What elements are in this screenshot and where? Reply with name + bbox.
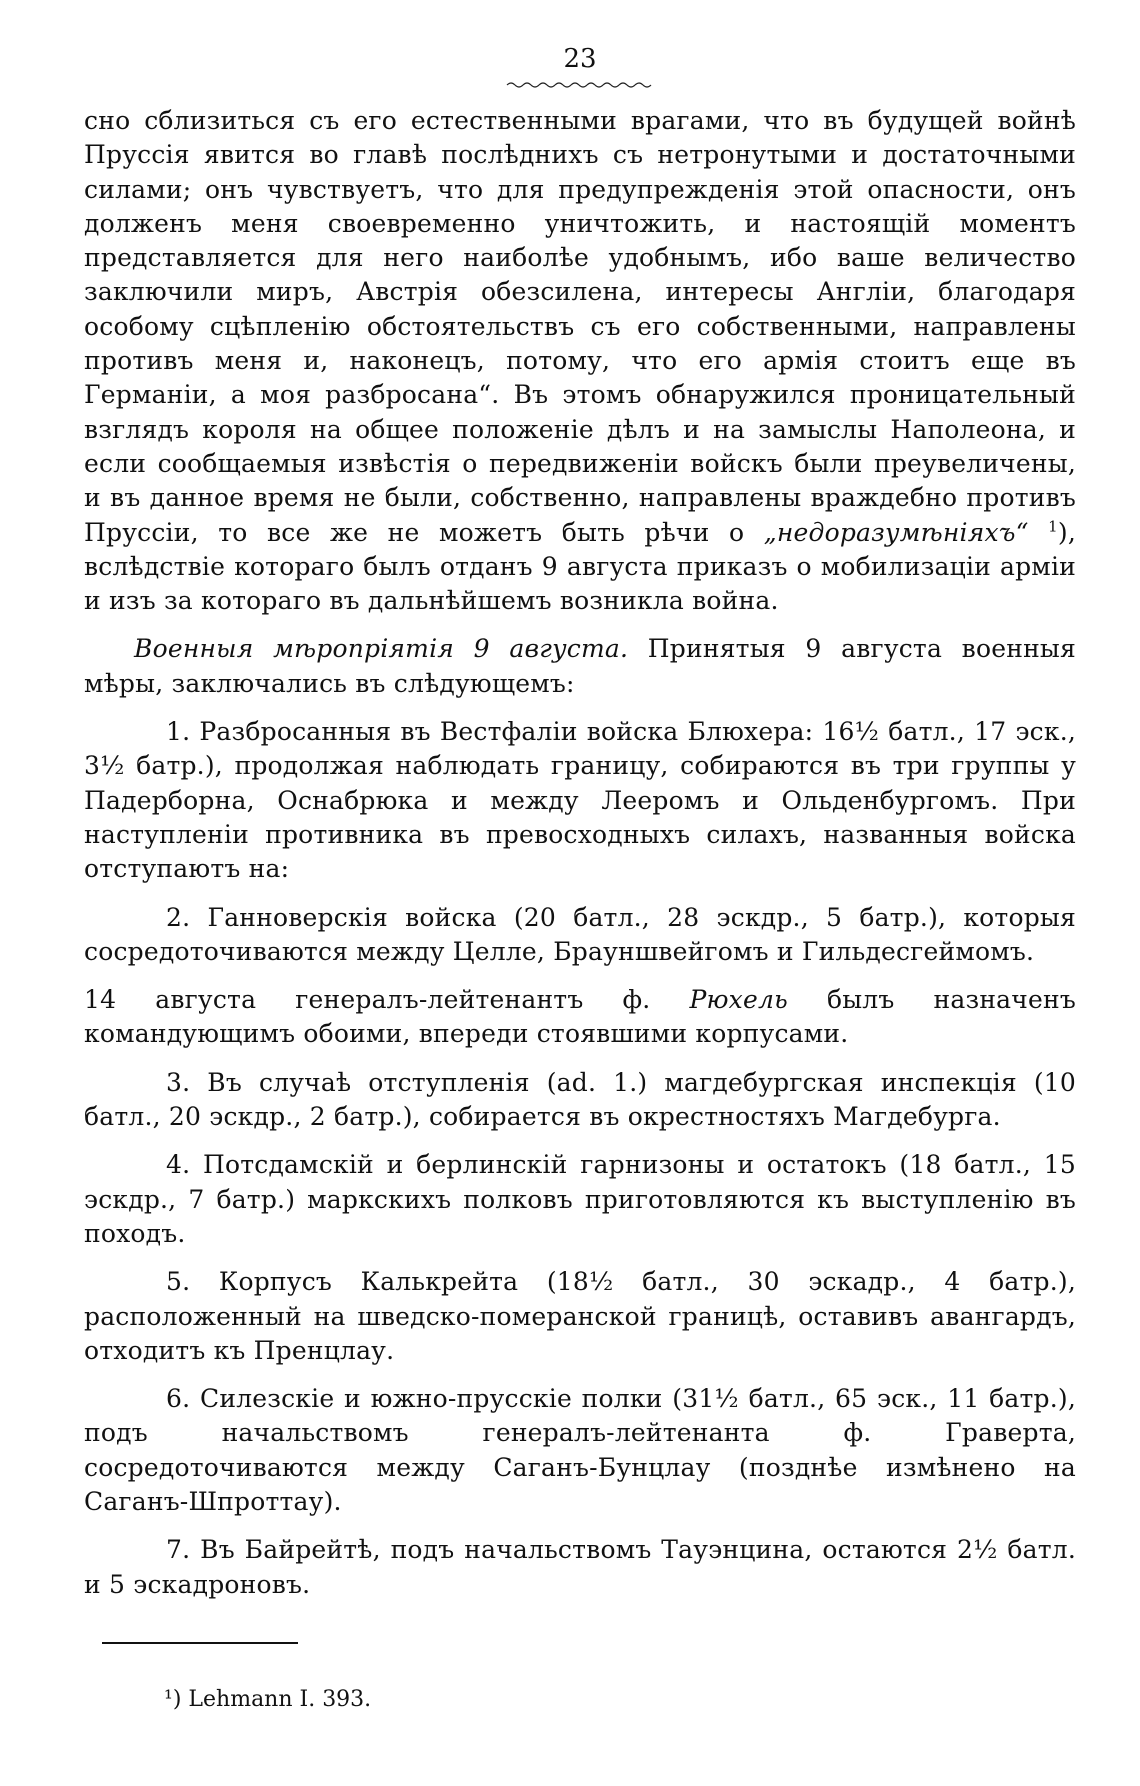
paragraph-1 [84,104,1076,618]
list-item-text: Силезскіе и южно-прусскіе полки (31½ батл., 65 эск., 11 батр.), подъ начальствомъ генералъ-лейтенанта ф. Граверта, сосредоточиваются между Саганъ-Бунцлау (позднѣе измѣнено на Саганъ-Шпроттау). [84,1384,1077,1516]
decorative-rule-ornament [505,80,655,90]
footnote-divider [102,1642,298,1644]
paragraph-2 [84,632,1076,701]
list-item-number: 6. [166,1384,191,1414]
list-item-4 [84,1148,1076,1251]
list-item-text: Потсдамскій и берлинскій гарнизоны и остатокъ (18 батл., 15 эскдр., 7 батр.) маркскихъ полковъ приготовляются къ выступленію въ походъ. [84,1150,1076,1248]
paragraph-1-end: ), вслѣдствіе котораго былъ отданъ 9 августа приказъ о мобилизаціи арміи и изъ за котораго въ дальнѣйшемъ возникла война. [84,517,1076,616]
list-item-text: Въ случаѣ отступленія (ad. 1.) магдебургская инспекція (10 батл., 20 эскдр., 2 батр.), собирается въ окрестностяхъ Магдебурга. [84,1067,1076,1132]
list-item-number: 3. [166,1067,191,1097]
list-item-2 [84,901,1076,970]
paragraph-1-text: сно сблизиться съ его естественными врагами, что въ будущей войнѣ Пруссія явится во главѣ послѣднихъ съ нетронутыми и достаточными силами; онъ чувствуетъ, что для предупрежденія этой опасности, онъ долженъ меня своевременно уничтожить, и настоящій моментъ представляется для него наиболѣе удобнымъ, ибо ваше величество заключили миръ, Австрія обезсилена, интересы Англіи, благодаря особому сцѣпленію обстоятельствъ съ его собственными, направлены противъ меня и, наконецъ, потому, что его армія стоитъ еще въ Германіи, а моя разбросана“. Въ этомъ обнаружился проницательный взглядъ короля на общее положеніе дѣлъ и на замыслы Наполеона, и если сообщаемыя извѣстія о передвиженіи войскъ были преувеличены, и въ данное время не были, собственно, направлены враждебно противъ Пруссіи, то все же не можетъ быть рѣчи о [84,106,1076,547]
list-item-number: 7. [166,1535,191,1565]
footnote-marker: ¹) [164,1686,182,1712]
list-item-3 [84,1066,1076,1135]
list-item-5 [84,1265,1076,1368]
paragraph-3-text-b: былъ назначенъ командующимъ обоими, впереди стоявшими корпусами. [84,985,1076,1049]
footnote [84,1686,1076,1714]
list-item-text: Ганноверскія войска (20 батл., 28 эскдр., 5 батр.), которыя сосредоточиваются между Целле, Брауншвейгомъ и Гильдесгеймомъ. [84,902,1076,966]
list-item-number: 4. [166,1150,191,1180]
paragraph-3 [84,983,1076,1052]
list-item-text: Въ Байрейтѣ, подъ начальствомъ Тауэнцина, остаются 2½ батл. и 5 эскадроновъ. [84,1535,1076,1599]
footnote-ref: 1 [1048,517,1058,536]
list-item-number: 5. [166,1267,191,1297]
paragraph-3-text-a: 14 августа генералъ-лейтенантъ ф. [84,985,690,1015]
list-item-6 [84,1382,1076,1519]
page [84,44,1076,1714]
list-item-text: Корпусъ Калькрейта (18½ батл., 30 эскадр., 4 батр.), расположенный на шведско-померанской границѣ, оставивъ авангардъ, отходитъ къ Пренцлау. [84,1267,1076,1365]
footnote-text: Lehmann I. 393. [188,1686,372,1712]
list-item-1 [84,715,1076,886]
list-item-text: Разбросанныя въ Вестфаліи войска Блюхера: 16½ батл., 17 эск., 3½ батр.), продолжая наблюдать границу, собираются въ три группы у Падерборна, Оснабрюка и между Лееромъ и Ольденбургомъ. При наступленіи противника въ превосходныхъ силахъ, названныя войска отступаютъ на: [84,717,1076,884]
list-item-number: 2. [166,902,191,932]
list-item-7 [84,1533,1076,1602]
list-item-number: 1. [166,717,191,747]
paragraph-2-text: Принятыя 9 августа военныя мѣры, заключались въ слѣдующемъ: [84,634,1077,698]
paragraph-3-italic-name: Рюхель [689,985,788,1015]
page-number: 23 [563,44,597,74]
section-heading-italic: Военныя мѣропріятія 9 августа. [134,634,629,664]
paragraph-1-italic-term: „недоразумѣніяхъ“ [763,517,1029,547]
